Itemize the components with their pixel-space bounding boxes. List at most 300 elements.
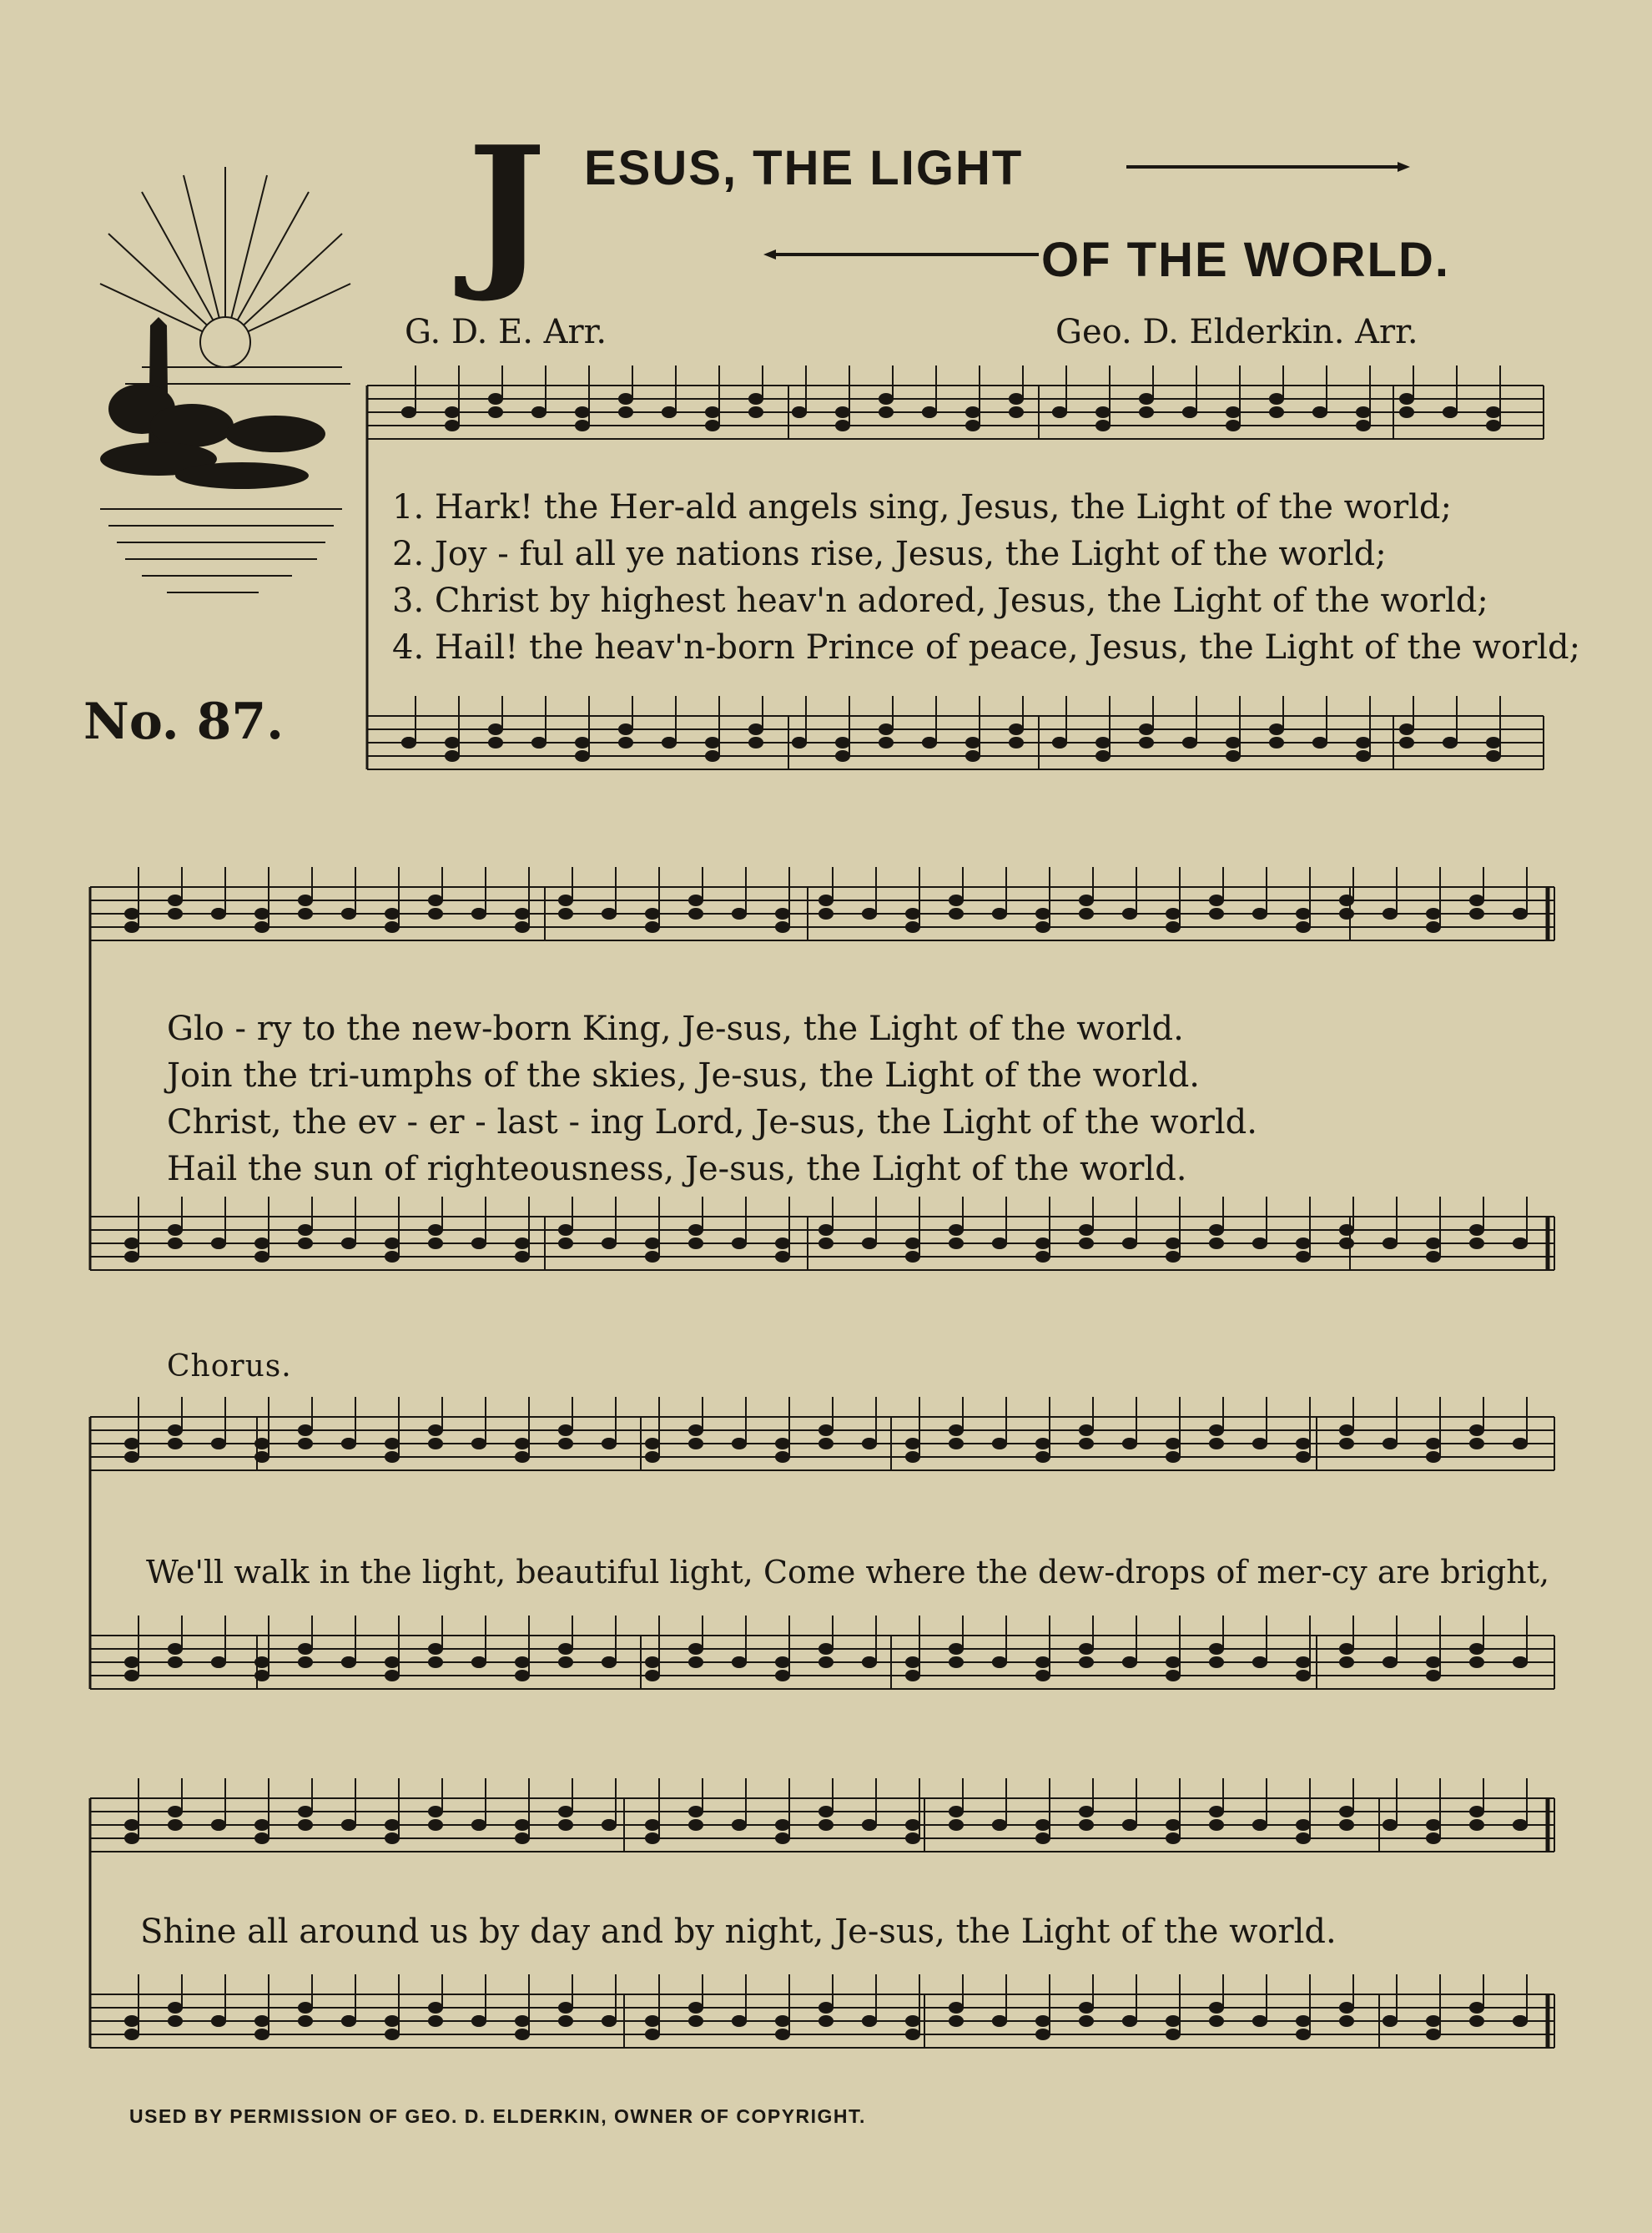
note-head [428,1424,443,1436]
note-head [401,737,416,749]
verse-1-line-1: 1. Hark! the Her-ald angels sing, Jesus, the Light of the world; [392,488,1452,527]
note-head [862,2015,877,2027]
note-head [905,1451,920,1463]
note-head [645,1656,660,1668]
note-head [862,908,877,920]
note-head [1486,406,1501,418]
note-head [1209,1643,1224,1655]
chorus-label: Chorus. [167,1349,292,1384]
note-head [818,908,834,920]
note-head [905,1251,920,1263]
note-head [1079,1819,1094,1831]
note-head [401,406,416,418]
note-head [211,1438,226,1449]
note-head [515,1819,530,1831]
note-head [488,737,503,749]
note-head [168,908,183,920]
note-head [992,2015,1007,2027]
note-head [1079,895,1094,906]
note-head [1166,2015,1181,2027]
note-head [732,2015,747,2027]
note-head [905,921,920,933]
note-head [949,1438,964,1449]
note-head [1339,1643,1354,1655]
note-head [1486,750,1501,762]
note-head [1486,737,1501,749]
note-head [688,1643,703,1655]
note-head [905,1237,920,1249]
note-head [124,1819,139,1831]
note-head [515,921,530,933]
note-head [775,1438,790,1449]
note-head [965,750,980,762]
note-head [1079,1224,1094,1236]
note-head [1079,908,1094,920]
note-head [949,1237,964,1249]
note-head [1469,2015,1484,2027]
verse-3-line-1: 3. Christ by highest heav'n adored, Jesus, the Light of the world; [392,582,1488,620]
note-head [835,420,850,431]
note-head [965,737,980,749]
note-head [1035,908,1050,920]
note-head [688,895,703,906]
note-head [862,1438,877,1449]
note-head [1009,406,1024,418]
note-head [558,1237,573,1249]
note-head [341,1438,356,1449]
note-head [645,1670,660,1681]
note-head [168,895,183,906]
note-head [688,1224,703,1236]
note-head [575,406,590,418]
note-head [922,406,937,418]
note-head [428,2015,443,2027]
note-head [254,908,269,920]
note-head [471,1656,486,1668]
note-head [341,2015,356,2027]
note-head [445,750,460,762]
note-head [688,1438,703,1449]
note-head [1399,723,1414,735]
note-head [211,1237,226,1249]
note-head [1079,2002,1094,2014]
note-head [1209,1424,1224,1436]
note-head [1052,737,1067,749]
note-head [1296,1451,1311,1463]
note-head [1209,1656,1224,1668]
note-head [1209,908,1224,920]
note-head [515,1832,530,1844]
note-head [1356,737,1371,749]
note-head [645,1237,660,1249]
note-head [1209,2015,1224,2027]
note-head [428,1224,443,1236]
note-head [445,406,460,418]
note-head [211,908,226,920]
note-head [1122,1438,1137,1449]
note-head [1095,406,1111,418]
note-head [124,2015,139,2027]
note-head [1095,737,1111,749]
note-head [341,1656,356,1668]
note-head [732,908,747,920]
note-head [1296,1251,1311,1263]
note-head [558,2015,573,2027]
note-head [1339,2002,1354,2014]
note-head [732,1656,747,1668]
note-head [645,908,660,920]
note-head [905,1819,920,1831]
note-head [1166,1656,1181,1668]
note-head [1383,1438,1398,1449]
note-head [1399,393,1414,405]
note-head [1009,723,1024,735]
note-head [1035,921,1050,933]
note-head [168,1643,183,1655]
note-head [298,1424,313,1436]
note-head [124,1832,139,1844]
note-head [775,1237,790,1249]
note-head [298,895,313,906]
note-head [1035,1819,1050,1831]
note-head [1469,2002,1484,2014]
note-head [905,1656,920,1668]
copyright-notice: USED BY PERMISSION OF GEO. D. ELDERKIN, OWNER OF COPYRIGHT. [129,2105,866,2127]
note-head [385,908,400,920]
note-head [602,1438,617,1449]
note-head [254,1251,269,1263]
note-head [385,1819,400,1831]
note-head [1035,2015,1050,2027]
note-head [1269,406,1284,418]
note-head [1339,908,1354,920]
note-head [818,1237,834,1249]
note-head [1252,2015,1267,2027]
note-head [1252,1237,1267,1249]
note-head [558,1643,573,1655]
note-head [168,2002,183,2014]
note-head [385,921,400,933]
note-head [1312,737,1327,749]
note-head [488,723,503,735]
note-head [298,1438,313,1449]
note-head [1426,921,1441,933]
note-head [1209,895,1224,906]
note-head [385,1438,400,1449]
note-head [775,2029,790,2040]
hymn-number: No. 87. [83,693,284,751]
note-head [1339,1806,1354,1817]
note-head [775,921,790,933]
note-head [1139,737,1154,749]
note-head [1443,737,1458,749]
note-head [1122,2015,1137,2027]
note-head [558,1819,573,1831]
note-head [558,908,573,920]
note-head [298,1656,313,1668]
note-head [254,1438,269,1449]
note-head [748,406,763,418]
note-head [428,1438,443,1449]
note-head [1079,1643,1094,1655]
note-head [1079,1656,1094,1668]
note-head [428,1806,443,1817]
note-head [1399,406,1414,418]
note-head [445,420,460,431]
note-head [1312,406,1327,418]
note-head [732,1819,747,1831]
chorus-line-1: We'll walk in the light, beautiful light, Come where the dew-drops of mer-cy are bright, [146,1554,1550,1590]
note-head [168,1819,183,1831]
note-head [645,921,660,933]
note-head [1469,1806,1484,1817]
note-head [1426,1237,1441,1249]
note-head [818,1819,834,1831]
words-credit: G. D. E. Arr. [405,313,607,351]
note-head [1182,406,1197,418]
note-head [1079,1237,1094,1249]
note-head [992,1237,1007,1249]
title-initial: J [467,110,546,306]
note-head [965,406,980,418]
note-head [211,2015,226,2027]
note-head [1166,1832,1181,1844]
note-head [618,723,633,735]
note-head [1139,393,1154,405]
note-head [1469,1424,1484,1436]
note-head [488,406,503,418]
note-head [124,1670,139,1681]
note-head [254,1832,269,1844]
note-head [949,1656,964,1668]
note-head [298,1224,313,1236]
note-head [1095,750,1111,762]
note-head [818,1224,834,1236]
note-head [775,2015,790,2027]
note-head [1035,1251,1050,1263]
note-head [385,1237,400,1249]
note-head [515,1670,530,1681]
note-head [1296,2015,1311,2027]
note-head [1209,2002,1224,2014]
note-head [471,908,486,920]
note-head [254,2015,269,2027]
note-head [1209,1224,1224,1236]
note-head [818,895,834,906]
note-head [818,1643,834,1655]
note-head [905,2029,920,2040]
note-head [602,908,617,920]
note-head [688,1656,703,1668]
note-head [775,1251,790,1263]
note-head [385,1656,400,1668]
music-credit: Geo. D. Elderkin. Arr. [1055,313,1418,351]
note-head [1426,1819,1441,1831]
note-head [1166,1819,1181,1831]
note-head [688,2002,703,2014]
note-head [922,737,937,749]
note-head [298,1806,313,1817]
note-head [1469,908,1484,920]
note-head [385,1251,400,1263]
note-head [618,737,633,749]
note-head [705,406,720,418]
note-head [1383,1237,1398,1249]
note-head [1356,750,1371,762]
note-head [471,2015,486,2027]
note-head [879,723,894,735]
verse-1-line-2: Glo - ry to the new-born King, Je-sus, the Light of the world. [167,1010,1184,1048]
note-head [1296,1670,1311,1681]
note-head [124,1237,139,1249]
note-head [705,737,720,749]
note-head [515,1656,530,1668]
note-head [1035,1237,1050,1249]
note-head [298,908,313,920]
note-head [1513,2015,1528,2027]
note-head [298,2015,313,2027]
note-head [124,921,139,933]
note-head [748,393,763,405]
note-head [775,1451,790,1463]
note-head [1426,1832,1441,1844]
note-head [818,1438,834,1449]
note-head [471,1819,486,1831]
note-head [662,406,677,418]
note-head [602,1819,617,1831]
note-head [992,1656,1007,1668]
note-head [124,2029,139,2040]
note-head [862,1656,877,1668]
note-head [1079,2015,1094,2027]
note-head [835,750,850,762]
note-head [1513,1438,1528,1449]
note-head [1513,1819,1528,1831]
note-head [688,1806,703,1817]
note-head [688,908,703,920]
note-head [949,1819,964,1831]
note-head [1513,1237,1528,1249]
note-head [879,737,894,749]
note-head [531,406,546,418]
note-head [385,1670,400,1681]
note-head [471,1438,486,1449]
note-head [705,750,720,762]
note-head [835,737,850,749]
note-head [428,1643,443,1655]
note-head [949,1424,964,1436]
note-head [1095,420,1111,431]
note-head [575,737,590,749]
note-head [1339,895,1354,906]
note-head [1426,1438,1441,1449]
verse-3-line-2: Christ, the ev - er - last - ing Lord, Je-sus, the Light of the world. [167,1103,1257,1142]
note-head [732,1237,747,1249]
note-head [385,2015,400,2027]
note-head [124,908,139,920]
note-head [428,1237,443,1249]
note-head [992,1819,1007,1831]
note-head [949,908,964,920]
note-head [1426,2015,1441,2027]
note-head [1166,1438,1181,1449]
note-head [515,1451,530,1463]
note-head [558,1806,573,1817]
note-head [385,2029,400,2040]
note-head [879,406,894,418]
note-head [1079,1438,1094,1449]
note-head [1252,1819,1267,1831]
note-head [558,2002,573,2014]
note-head [341,1237,356,1249]
note-head [254,2029,269,2040]
note-head [1139,723,1154,735]
note-head [298,1819,313,1831]
verse-2-line-1: 2. Joy - ful all ye nations rise, Jesus, the Light of the world; [392,535,1387,573]
note-head [705,420,720,431]
note-head [1122,908,1137,920]
note-head [645,1819,660,1831]
note-head [1182,737,1197,749]
note-head [1426,1251,1441,1263]
note-head [775,908,790,920]
note-head [818,1424,834,1436]
note-head [1296,908,1311,920]
note-head [515,1251,530,1263]
note-head [1122,1819,1137,1831]
note-head [168,1224,183,1236]
note-head [775,1819,790,1831]
note-head [618,393,633,405]
note-head [558,1656,573,1668]
note-head [575,750,590,762]
note-head [1226,737,1241,749]
note-head [1035,1656,1050,1668]
note-head [1269,393,1284,405]
note-head [905,2015,920,2027]
note-head [428,1656,443,1668]
note-head [254,1670,269,1681]
note-head [1339,1656,1354,1668]
note-head [428,2002,443,2014]
note-head [1209,1819,1224,1831]
title-line-1: ESUS, THE LIGHT [584,141,1024,195]
note-head [1469,1643,1484,1655]
note-head [211,1819,226,1831]
note-head [1383,1819,1398,1831]
note-head [254,921,269,933]
note-head [1209,1438,1224,1449]
note-head [1426,1670,1441,1681]
note-head [1296,1438,1311,1449]
note-head [1166,921,1181,933]
note-head [515,2015,530,2027]
note-head [645,2029,660,2040]
note-head [1426,1656,1441,1668]
note-head [965,420,980,431]
note-head [1079,1424,1094,1436]
note-head [341,908,356,920]
note-head [1166,1670,1181,1681]
note-head [1356,420,1371,431]
note-head [1339,1224,1354,1236]
note-head [1296,1656,1311,1668]
note-head [1052,406,1067,418]
note-head [1166,2029,1181,2040]
note-head [168,1424,183,1436]
note-head [602,1237,617,1249]
note-head [688,1237,703,1249]
